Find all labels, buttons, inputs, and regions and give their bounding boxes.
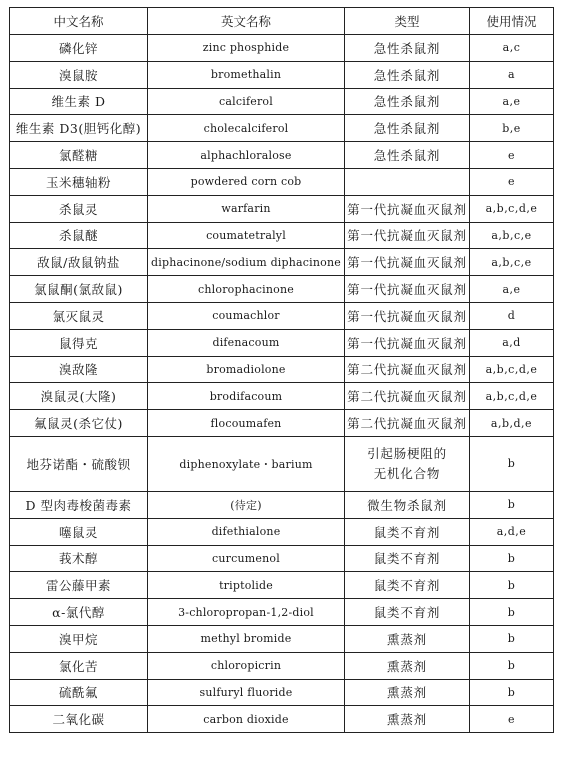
cell-type: 熏蒸剂 — [345, 652, 470, 679]
table-row — [10, 518, 554, 545]
cell-type-line: 无机化合物 — [373, 465, 441, 481]
cell-english-name: coumachlor — [148, 302, 345, 329]
cell-type: 急性杀鼠剂 — [345, 35, 470, 62]
cell-english-name: (待定) — [148, 491, 345, 518]
table-row — [10, 35, 554, 62]
cell-type: 熏蒸剂 — [345, 679, 470, 706]
cell-usage: a,b,c,d,e — [470, 195, 554, 222]
cell-english-name: chlorophacinone — [148, 276, 345, 303]
cell-type: 第二代抗凝血灭鼠剂 — [345, 383, 470, 410]
cell-usage: b — [470, 436, 554, 491]
cell-usage: a,b,c,e — [470, 249, 554, 276]
cell-english-name: flocoumafen — [148, 410, 345, 437]
cell-usage: a,d — [470, 329, 554, 356]
header-row — [10, 8, 554, 35]
cell-chinese-name: D 型肉毒梭菌毒素 — [10, 491, 148, 518]
cell-type: 第一代抗凝血灭鼠剂 — [345, 329, 470, 356]
cell-type: 第一代抗凝血灭鼠剂 — [345, 195, 470, 222]
header-usage: 使用情况 — [470, 8, 554, 35]
cell-chinese-name: 敌鼠/敌鼠钠盐 — [10, 249, 148, 276]
header-type: 类型 — [345, 8, 470, 35]
cell-chinese-name: 氯灭鼠灵 — [10, 302, 148, 329]
table-row — [10, 195, 554, 222]
cell-chinese-name: 地芬诺酯・硫酸钡 — [10, 436, 148, 491]
cell-english-name: coumatetralyl — [148, 222, 345, 249]
cell-usage: b,e — [470, 115, 554, 142]
cell-english-name: chloropicrin — [148, 652, 345, 679]
cell-english-name: warfarin — [148, 195, 345, 222]
table-row — [10, 625, 554, 652]
table-row — [10, 168, 554, 195]
cell-type-line: 引起肠梗阻的 — [367, 445, 447, 461]
cell-usage: b — [470, 599, 554, 626]
table-row — [10, 249, 554, 276]
cell-type: 鼠类不育剂 — [345, 599, 470, 626]
cell-usage: b — [470, 652, 554, 679]
cell-type: 第二代抗凝血灭鼠剂 — [345, 356, 470, 383]
cell-type — [345, 436, 470, 491]
cell-english-name: difethialone — [148, 518, 345, 545]
cell-chinese-name: 二氧化碳 — [10, 706, 148, 733]
cell-chinese-name: 雷公藤甲素 — [10, 572, 148, 599]
table-row — [10, 383, 554, 410]
table-row — [10, 706, 554, 733]
table-container — [9, 7, 553, 733]
cell-chinese-name: 氟鼠灵(杀它仗) — [10, 410, 148, 437]
table-header — [10, 8, 554, 35]
header-chinese-name: 中文名称 — [10, 8, 148, 35]
cell-english-name: bromethalin — [148, 61, 345, 88]
cell-chinese-name: 磷化锌 — [10, 35, 148, 62]
cell-type: 急性杀鼠剂 — [345, 88, 470, 115]
cell-english-name: carbon dioxide — [148, 706, 345, 733]
cell-type: 第一代抗凝血灭鼠剂 — [345, 249, 470, 276]
cell-type: 鼠类不育剂 — [345, 545, 470, 572]
cell-chinese-name: 氯醛糖 — [10, 142, 148, 169]
cell-usage: a,d,e — [470, 518, 554, 545]
cell-usage: a,e — [470, 276, 554, 303]
cell-usage: a — [470, 61, 554, 88]
cell-english-name: 3-chloropropan-1,2-diol — [148, 599, 345, 626]
cell-chinese-name: 溴鼠灵(大隆) — [10, 383, 148, 410]
cell-type: 微生物杀鼠剂 — [345, 491, 470, 518]
cell-usage: b — [470, 545, 554, 572]
cell-usage: a,c — [470, 35, 554, 62]
table-row — [10, 679, 554, 706]
cell-english-name: brodifacoum — [148, 383, 345, 410]
cell-type: 第一代抗凝血灭鼠剂 — [345, 276, 470, 303]
cell-usage: e — [470, 706, 554, 733]
cell-usage: a,b,d,e — [470, 410, 554, 437]
cell-english-name: diphenoxylate・barium — [148, 436, 345, 491]
cell-usage: a,b,c,e — [470, 222, 554, 249]
table-row — [10, 545, 554, 572]
cell-usage: b — [470, 491, 554, 518]
table-row — [10, 329, 554, 356]
table-row — [10, 142, 554, 169]
header-english-name: 英文名称 — [148, 8, 345, 35]
cell-chinese-name: 溴敌隆 — [10, 356, 148, 383]
cell-type: 第二代抗凝血灭鼠剂 — [345, 410, 470, 437]
table-row — [10, 652, 554, 679]
cell-chinese-name: 维生素 D — [10, 88, 148, 115]
cell-usage: d — [470, 302, 554, 329]
table-row — [10, 410, 554, 437]
cell-chinese-name: 杀鼠灵 — [10, 195, 148, 222]
cell-english-name: difenacoum — [148, 329, 345, 356]
table-row — [10, 491, 554, 518]
cell-english-name: sulfuryl fluoride — [148, 679, 345, 706]
cell-type: 鼠类不育剂 — [345, 518, 470, 545]
table-row — [10, 572, 554, 599]
cell-type: 熏蒸剂 — [345, 706, 470, 733]
cell-english-name: calciferol — [148, 88, 345, 115]
cell-chinese-name: 维生素 D3(胆钙化醇) — [10, 115, 148, 142]
table-body — [10, 35, 554, 733]
cell-chinese-name: 硫酰氟 — [10, 679, 148, 706]
table-row — [10, 436, 554, 491]
cell-usage: e — [470, 168, 554, 195]
cell-english-name: alphachloralose — [148, 142, 345, 169]
cell-type: 第一代抗凝血灭鼠剂 — [345, 302, 470, 329]
cell-english-name: cholecalciferol — [148, 115, 345, 142]
table-row — [10, 61, 554, 88]
cell-usage: b — [470, 572, 554, 599]
cell-usage: e — [470, 142, 554, 169]
cell-type: 急性杀鼠剂 — [345, 61, 470, 88]
table-row — [10, 599, 554, 626]
cell-chinese-name: 噻鼠灵 — [10, 518, 148, 545]
cell-usage: a,b,c,d,e — [470, 356, 554, 383]
cell-chinese-name: 杀鼠醚 — [10, 222, 148, 249]
table-row — [10, 302, 554, 329]
cell-type — [345, 168, 470, 195]
cell-usage: b — [470, 625, 554, 652]
cell-chinese-name: 鼠得克 — [10, 329, 148, 356]
cell-english-name: curcumenol — [148, 545, 345, 572]
cell-type: 第一代抗凝血灭鼠剂 — [345, 222, 470, 249]
cell-english-name: diphacinone/sodium diphacinone — [148, 249, 345, 276]
cell-type: 急性杀鼠剂 — [345, 142, 470, 169]
cell-type: 鼠类不育剂 — [345, 572, 470, 599]
table-row — [10, 356, 554, 383]
table-row — [10, 115, 554, 142]
table-row — [10, 276, 554, 303]
cell-chinese-name: 氯鼠酮(氯敌鼠) — [10, 276, 148, 303]
cell-usage: a,b,c,d,e — [470, 383, 554, 410]
cell-english-name: bromadiolone — [148, 356, 345, 383]
cell-english-name: methyl bromide — [148, 625, 345, 652]
cell-english-name: powdered corn cob — [148, 168, 345, 195]
cell-type: 急性杀鼠剂 — [345, 115, 470, 142]
cell-chinese-name: 玉米穗轴粉 — [10, 168, 148, 195]
cell-chinese-name: 溴鼠胺 — [10, 61, 148, 88]
table-row — [10, 222, 554, 249]
cell-usage: a,e — [470, 88, 554, 115]
cell-english-name: triptolide — [148, 572, 345, 599]
table-row — [10, 88, 554, 115]
cell-type: 熏蒸剂 — [345, 625, 470, 652]
cell-usage: b — [470, 679, 554, 706]
cell-chinese-name: 氯化苦 — [10, 652, 148, 679]
cell-chinese-name: 溴甲烷 — [10, 625, 148, 652]
cell-english-name: zinc phosphide — [148, 35, 345, 62]
rodenticide-table — [9, 7, 554, 733]
cell-chinese-name: α-氯代醇 — [10, 599, 148, 626]
cell-chinese-name: 莪术醇 — [10, 545, 148, 572]
